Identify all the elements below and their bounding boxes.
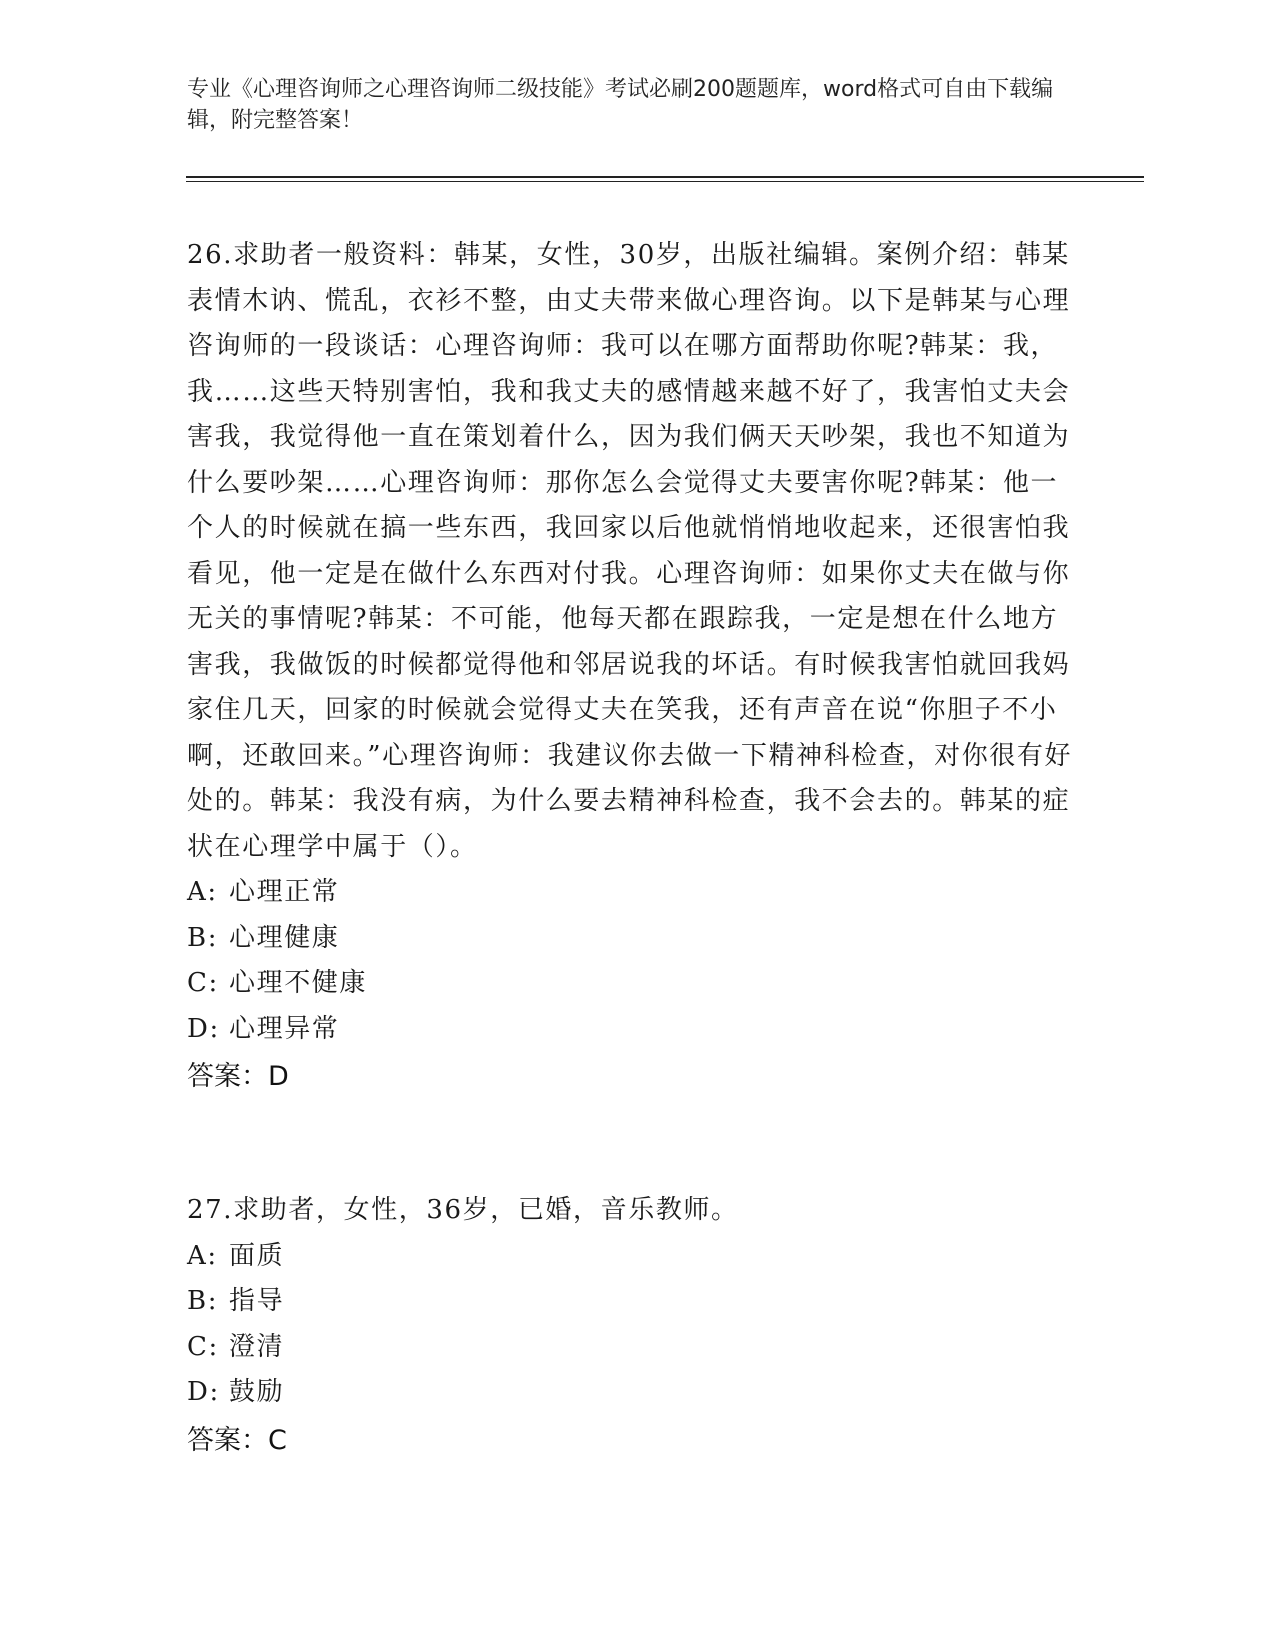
answer-line: 答案：C [187, 1424, 287, 1456]
option-c [187, 1325, 1077, 1371]
option-text: 鼓励 [229, 1377, 285, 1407]
option-text: 心理不健康 [229, 968, 368, 998]
header-divider-thick [186, 176, 1144, 178]
option-b [187, 1279, 1077, 1325]
question-stem: 27.求助者，女性，36岁，已婚，音乐教师。 [187, 1195, 739, 1225]
question-stem: 26.求助者一般资料：韩某，女性，30岁，出版社编辑。案例介绍：韩某表情木讷、慌乱，衣衫不整，由丈夫带来做心理咨询。以下是韩某与心理咨询师的一段谈话：心理咨询师：我可以在哪方面帮助你呢?韩某：我，我……这些天特别害怕，我和我丈夫的感情越来越不好了，我害怕丈夫会害我，我觉得他一直在策划着什么，因为我们俩天天吵架，我也不知道为什么要吵架……心理咨询师：那你怎么会觉得丈夫要害你呢?韩某：他一个人的时候就在搞一些东西，我回家以后他就悄悄地收起来，还很害怕我看见，他一定是在做什么东西对付我。心理咨询师：如果你丈夫在做与你无关的事情呢?韩某：不可能，他每天都在跟踪我，一定是想在什么地方害我，我做饭的时候都觉得他和邻居说我的坏话。有时候我害怕就回我妈家住几天，回家的时候就会觉得丈夫在笑我，还有声音在说“你胆子不小啊，还敢回来。”心理咨询师：我建议你去做一下精神科检查，对你很有好处的。韩某：我没有病，为什么要去精神科检查，我不会去的。韩某的症状在心理学中属于（）。 [187, 240, 1073, 862]
option-a [187, 1234, 1077, 1280]
option-b [187, 916, 1077, 962]
option-text: 指导 [229, 1286, 285, 1316]
option-text: 心理健康 [229, 922, 340, 953]
option-letter: D: [187, 1013, 220, 1044]
document-header: 专业《心理咨询师之心理咨询师二级技能》考试必刷200题题库，word格式可自由下载编辑，附完整答案！ [187, 77, 1054, 133]
question-block [187, 1188, 1077, 1463]
header-divider-thin [186, 181, 1144, 182]
option-d [187, 1007, 1077, 1053]
option-letter: C: [187, 1331, 219, 1362]
option-letter: D: [187, 1377, 220, 1407]
option-a [187, 870, 1077, 916]
question-block [187, 233, 1077, 1099]
option-text: 心理正常 [229, 877, 340, 907]
option-letter: B: [187, 1286, 219, 1316]
option-letter: A: [187, 877, 218, 907]
option-letter: C: [187, 968, 219, 998]
option-letter: A: [187, 1240, 218, 1271]
option-letter: B: [187, 922, 219, 953]
option-text: 面质 [229, 1240, 285, 1271]
option-d [187, 1370, 1077, 1416]
answer-line: 答案：D [187, 1061, 289, 1092]
option-c [187, 961, 1077, 1007]
option-text: 心理异常 [229, 1013, 340, 1044]
option-text: 澄清 [229, 1331, 285, 1362]
